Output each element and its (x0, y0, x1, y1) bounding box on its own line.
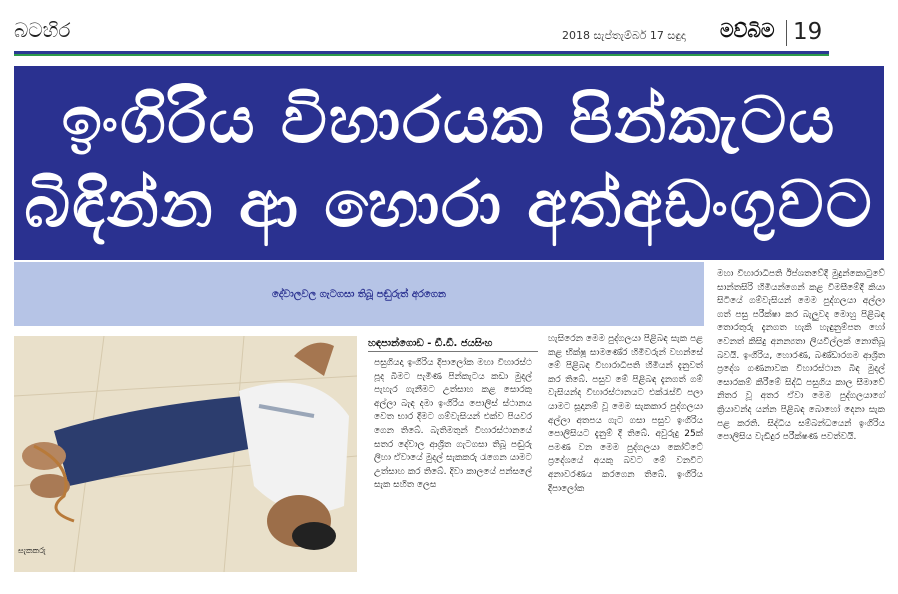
subheadline: දේවාලවල ගැටගසා තිබූ පඬුරුත් අරගෙන (14, 262, 704, 326)
issue-date: 2018 සැප්තැම්බර් 17 සඳුදා (562, 29, 686, 42)
section-label: බටහිර (14, 18, 71, 42)
suspect-photo-illustration (14, 336, 357, 572)
headline-block (14, 66, 884, 260)
article-column-1 (374, 357, 532, 569)
page-number: 19 (793, 19, 823, 45)
article-column-2 (548, 333, 703, 569)
header-divider (786, 20, 787, 46)
article-paragraph: පසුගියදා ඉංගිරිය දීපාලෝක මහා විහාරස්ථ පූද බිමට පැමිණ පින්කැටය කඩා මුදල් පැහැර ගැනීමට උත්සාහ කළ සොරකු අල්ලා බැඳ දමා ඉංගිරිය පොලිස් ස්ථානය වෙත භාර දීමට ගම්වැසියන් එක්ව පියවර ගෙන තිබේ. බැතිමතුන් විහාරස්ථානයේ සතර දේවාල ආශ්‍රිත ගැටගසා තිබූ පඬුරු ලිහා ඒවායේ මුදල් සැකකරු රැගෙන යාමට උත්සාහ කර තිබේ. දිවා කාලයේ පන්සලේ සැක සහිත ලෙස (374, 358, 532, 491)
byline: හඳපාන්ගොඩ - ඩී.ඩී. ජයසිංහ (368, 338, 493, 349)
page-header (0, 0, 898, 58)
photo-caption: සැකකරු (18, 546, 46, 555)
headline-line-1: ඉංගිරිය විහාරයක පින්කැටය (61, 84, 837, 158)
article-column-3 (717, 268, 885, 568)
article-paragraph: මහා විහාරාධිපති ඊප්ශතවේදී මුදුන්කොටුවේ සාන්තසිරි හිමියන්ගෙන් කළ විමසීමේදී කියා සිටියේ ගම්වැසියන් මෙම පුද්ගලයා අල්ලා ගත් පසු පරීක්ෂා කර බැලුවද මොහු පිළිබඳ තොරතුරු දැනගත හැකි හැඳුනුම්පත හෝ වෙනත් කිසිදු අනන්‍යතා ලියවිල්ලක් නොතිබූ බවයි. ඉංගිරිය, හොරණ, බණ්ඩාරගම ආශ්‍රිත ප්‍රදේශ ගණනාවක විහාරස්ථාන බිඳ මුදල් සොරකම් කිරීමේ සිද්ධි පසුගිය කාල සීමාවේ නිතර වූ අතර ඒවා මෙම පුද්ගලයාගේ ක්‍රියාවන්ද යන්න පිළිබඳ බොහෝ දෙනා සැක පළ කරති. සිද්ධිය සම්බන්ධයෙන් ඉංගිරිය පොලිසිය වැඩිදුර පරීක්ෂණ පවත්වයි. (717, 269, 885, 443)
suspect-photo (14, 336, 357, 572)
article-paragraph: හැසිරෙන මෙම පුද්ගලයා පිළිබඳ සැක පළ කළ භික්ෂූ සාමණේර හිමිවරුන් වහන්සේ මේ පිළිබඳ විහාරාධිපති හිමියන් දැනුවත් කර තිබේ. පසුව මේ පිළිබඳ දැනගත් ගම් වැසියන්ද විහාරස්ථානයට එක්රැස්වී පලා යාමට සූදානම් වූ මෙම සැකකාර පුද්ගලයා අල්ලා අතපය ගැට ගසා පසුව ඉංගිරිය පොලිසියට දැනුම් දී තිබේ. අවුරුදු 25ක් පමණ වන මෙම පුද්ගලයා කෝට්ටේ ප්‍රදේශයේ අයකු බවට මේ වනවිට අනාවරණය කරගෙන තිබේ. ඉංගිරිය දීපාලෝක (548, 334, 703, 494)
header-rule-green (14, 54, 829, 56)
byline-rule (368, 351, 538, 352)
headline-line-2: බිඳින්න ආ හොරා අත්අඩංගුවට (24, 168, 874, 242)
newspaper-name: මව්බිම (720, 20, 775, 42)
